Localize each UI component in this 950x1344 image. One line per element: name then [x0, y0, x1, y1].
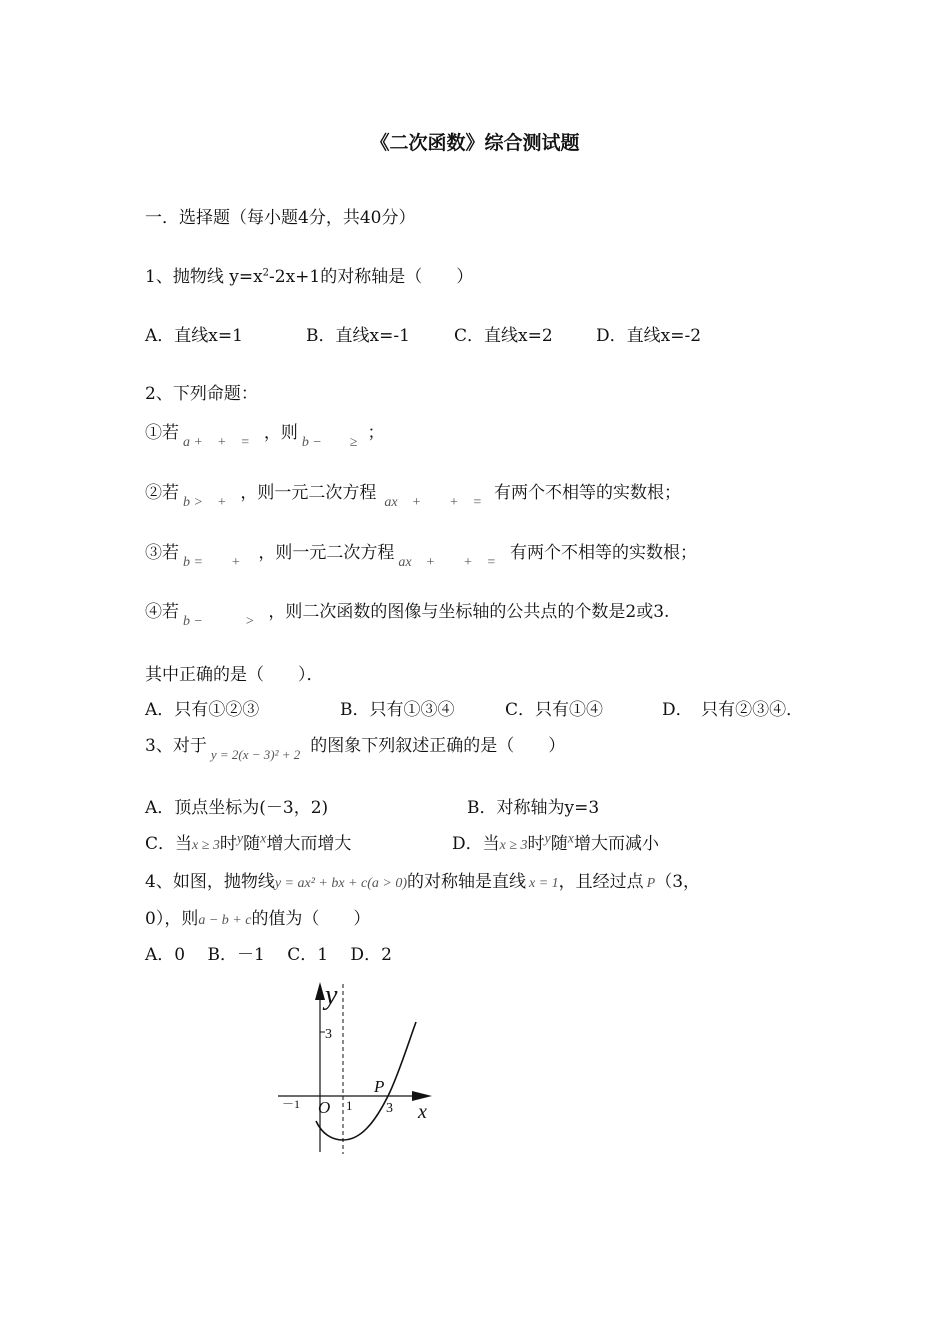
point-p-label: P [374, 1077, 385, 1096]
s1-math-2: b − ≥ [301, 435, 358, 450]
d-m1: x ≥ 3 [499, 838, 528, 853]
d-m3: x [567, 831, 574, 847]
q2-statement-3 [145, 538, 697, 570]
tick-label-3-y: 3 [325, 1027, 332, 1042]
q4-l1-math3: P [646, 876, 656, 891]
q4-l1-pre: 4、如图，抛物线 [145, 872, 275, 892]
c-post: 增大而增大 [266, 834, 352, 854]
section-heading: 一．选择题（每小题4分，共40分） [145, 208, 416, 228]
d-m2: y [544, 831, 551, 847]
y-axis-arrow [315, 982, 325, 1000]
tick-label-3-x: 3 [386, 1101, 393, 1116]
q2-option-b: B．只有①③④ [340, 700, 455, 720]
question-4-line-2 [145, 904, 370, 929]
q2-ask: 其中正确的是（ ）． [145, 665, 324, 685]
s3-math-2: ax + + = [398, 555, 496, 570]
s1-mid: ，则 [263, 423, 298, 443]
q3-stem-post: 的图象下列叙述正确的是（ ） [310, 736, 566, 756]
q3-option-b: B．对称轴为y=3 [467, 798, 600, 818]
d-pre: D．当 [452, 834, 500, 854]
tick-label-1: 1 [346, 1098, 353, 1113]
q2-statement-4 [145, 597, 670, 629]
x-axis-label: x [418, 1101, 427, 1123]
x-axis-arrow [412, 1091, 432, 1101]
parabola-figure [270, 972, 445, 1157]
c-mid1: 时 [219, 834, 237, 854]
q3-options-cd [145, 829, 845, 853]
q3-stem-pre: 3、对于 [145, 736, 207, 756]
q3-option-d [452, 829, 659, 854]
q1-stem-pre: 1、抛物线 y=x [145, 267, 263, 287]
question-4-line-1 [145, 867, 700, 892]
d-post: 增大而减小 [573, 834, 659, 854]
s1-post: ； [367, 423, 385, 443]
q2-statement-1 [145, 418, 385, 450]
s1-pre: ①若 [145, 423, 179, 443]
q1-option-d: D．直线x=-2 [596, 326, 702, 346]
s3-math-1: b = + [183, 555, 241, 570]
q3-stem-math: y = 2(x − 3)² + 2 [210, 747, 301, 762]
s2-math-2: ax + + = [384, 495, 482, 510]
c-m1: x ≥ 3 [192, 838, 220, 853]
q4-l1-post: （3， [655, 872, 701, 892]
q3-options-ab [145, 793, 845, 817]
q4-l1-math1: y = ax² + bx + c(a > 0) [274, 876, 407, 891]
origin-label: O [318, 1098, 331, 1117]
s2-mid: ，则一元二次方程 [240, 483, 377, 503]
q1-option-a: A．直线x=1 [145, 326, 243, 346]
q4-l1-mid2: ，且经过点 [558, 872, 644, 892]
question-3 [145, 731, 566, 762]
tick-label-neg1: －1 [282, 1097, 301, 1111]
s4-pre: ④若 [145, 602, 179, 622]
c-mid2: 随 [243, 834, 261, 854]
q2-option-a: A．只有①②③ [145, 700, 260, 720]
q4-options: A．0 B．－1 C．1 D．2 [145, 945, 392, 965]
s2-post: 有两个不相等的实数根； [493, 483, 681, 503]
q2-options [145, 695, 865, 719]
q4-l2-math: a − b + c [198, 913, 252, 928]
q4-l2-post: 的值为（ ） [251, 909, 371, 929]
q3-option-c [145, 829, 351, 854]
q4-l2-pre: 0），则 [145, 909, 199, 929]
c-m3: x [260, 831, 267, 847]
question-1 [145, 262, 473, 287]
q1-option-b: B．直线x=-1 [306, 326, 410, 346]
c-m2: y [236, 831, 244, 847]
s3-post: 有两个不相等的实数根； [509, 543, 697, 563]
q4-l1-math2: x = 1 [529, 876, 559, 891]
s1-math-1: a + + = [183, 435, 250, 450]
q1-options [145, 321, 845, 345]
q1-option-c: C．直线x=2 [454, 326, 553, 346]
q2-option-c: C．只有①④ [505, 700, 604, 720]
q4-l1-mid: 的对称轴是直线 [407, 872, 526, 892]
page-title: 《二次函数》综合测试题 [370, 132, 580, 154]
s2-pre: ②若 [145, 483, 179, 503]
s4-math-1: b − > [183, 614, 255, 629]
d-mid1: 时 [527, 834, 545, 854]
s4-post: ，则二次函数的图像与坐标轴的公共点的个数是2或3. [268, 602, 670, 622]
s2-math-1: b > + [183, 495, 227, 510]
d-mid2: 随 [550, 834, 568, 854]
q1-stem-post: -2x+1的对称轴是（ ） [269, 267, 474, 287]
y-axis-label: y [325, 980, 338, 1011]
q3-option-a: A．顶点坐标为(－3，2) [145, 798, 329, 818]
s3-mid: ，则一元二次方程 [258, 543, 395, 563]
q2-statement-2 [145, 478, 681, 510]
question-2: 2、下列命题： [145, 384, 258, 404]
s3-pre: ③若 [145, 543, 179, 563]
q2-option-d: D． 只有②③④． [662, 700, 804, 720]
c-pre: C．当 [145, 834, 193, 854]
q1-stem-sup: 2 [262, 267, 270, 279]
